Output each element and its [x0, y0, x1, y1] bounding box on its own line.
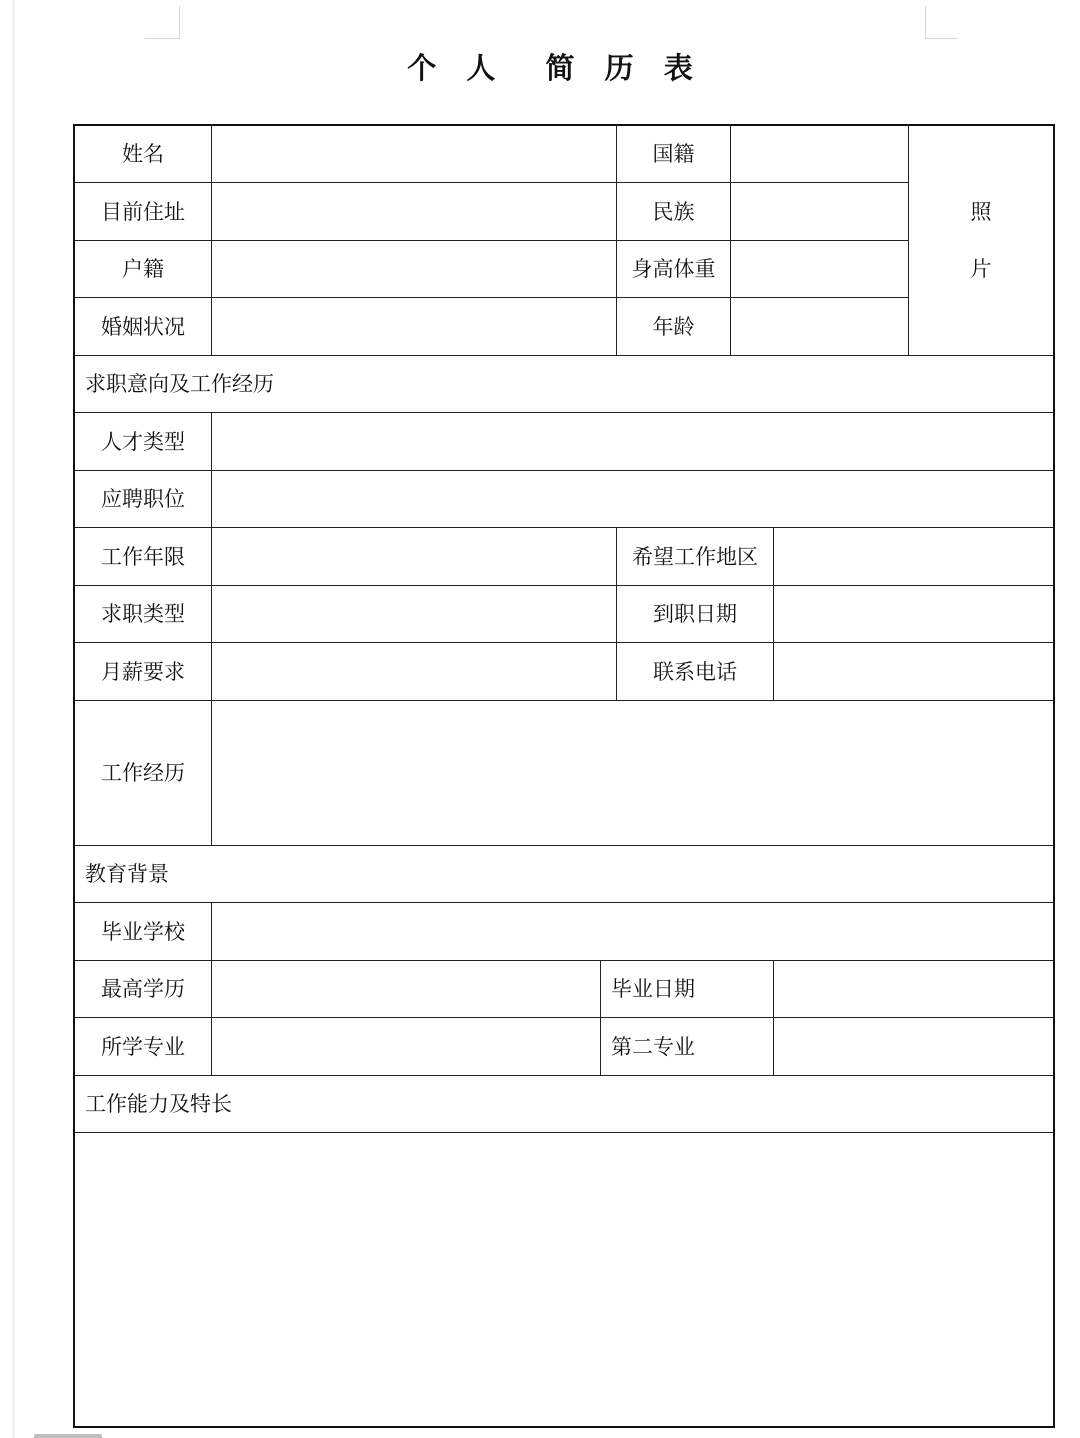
- height-weight-label: 身高体重: [631, 257, 716, 281]
- right-page-corner-mark: [925, 6, 958, 39]
- position-label: 应聘职位: [101, 487, 185, 511]
- major-label: 所学专业: [101, 1034, 185, 1059]
- position-input[interactable]: [212, 471, 1053, 527]
- phone-input[interactable]: [774, 643, 1053, 700]
- photo-label-char: 片: [970, 257, 992, 281]
- resume-form: [73, 124, 1055, 1428]
- work-years-input[interactable]: [212, 528, 616, 585]
- major-input[interactable]: [212, 1018, 600, 1075]
- work-years-label: 工作年限: [101, 544, 185, 569]
- ethnicity-input[interactable]: [731, 183, 908, 240]
- job-type-label: 求职类型: [101, 602, 185, 626]
- experience-input[interactable]: [212, 701, 1053, 845]
- preferred-area-input[interactable]: [774, 528, 1053, 585]
- start-date-label: 到职日期: [653, 602, 737, 626]
- page-edge: [12, 0, 15, 1438]
- preferred-area-label: 希望工作地区: [632, 544, 758, 569]
- height-weight-input[interactable]: [731, 241, 908, 297]
- graduation-date-input[interactable]: [774, 961, 1053, 1017]
- household-input[interactable]: [212, 241, 616, 297]
- address-label: 目前住址: [101, 199, 185, 224]
- education-section-heading: 教育背景: [85, 862, 169, 886]
- school-label: 毕业学校: [101, 919, 185, 944]
- start-date-input[interactable]: [774, 586, 1053, 642]
- graduation-date-label: 毕业日期: [611, 977, 695, 1001]
- salary-input[interactable]: [212, 643, 616, 700]
- skills-section-heading: 工作能力及特长: [85, 1092, 232, 1116]
- job-type-input[interactable]: [212, 586, 616, 642]
- degree-label: 最高学历: [101, 977, 185, 1001]
- talent-type-label: 人才类型: [101, 429, 185, 454]
- name-label: 姓名: [122, 142, 164, 166]
- marital-status-label: 婚姻状况: [101, 314, 185, 339]
- household-label: 户籍: [122, 257, 164, 281]
- age-label: 年龄: [652, 314, 695, 339]
- job-section-heading: 求职意向及工作经历: [85, 372, 274, 396]
- second-major-input[interactable]: [774, 1018, 1053, 1075]
- phone-label: 联系电话: [653, 659, 737, 684]
- second-major-label: 第二专业: [611, 1034, 695, 1059]
- left-page-corner-mark: [145, 6, 180, 39]
- salary-label: 月薪要求: [101, 659, 185, 684]
- school-input[interactable]: [212, 903, 1053, 960]
- address-input[interactable]: [212, 183, 616, 240]
- photo-upload-area[interactable]: [909, 126, 1053, 355]
- nationality-input[interactable]: [731, 126, 908, 182]
- experience-label: 工作经历: [101, 761, 185, 785]
- page-title: 个 人 简 历 表: [407, 51, 703, 85]
- age-input[interactable]: [731, 298, 908, 355]
- degree-input[interactable]: [212, 961, 600, 1017]
- ethnicity-label: 民族: [652, 199, 695, 224]
- skills-input[interactable]: [75, 1133, 1053, 1426]
- photo-label-char: 照: [970, 200, 992, 224]
- name-input[interactable]: [212, 126, 616, 182]
- marital-status-input[interactable]: [212, 298, 616, 355]
- nationality-label: 国籍: [652, 142, 695, 166]
- talent-type-input[interactable]: [212, 413, 1053, 470]
- bottom-scroll-indicator: [34, 1434, 102, 1438]
